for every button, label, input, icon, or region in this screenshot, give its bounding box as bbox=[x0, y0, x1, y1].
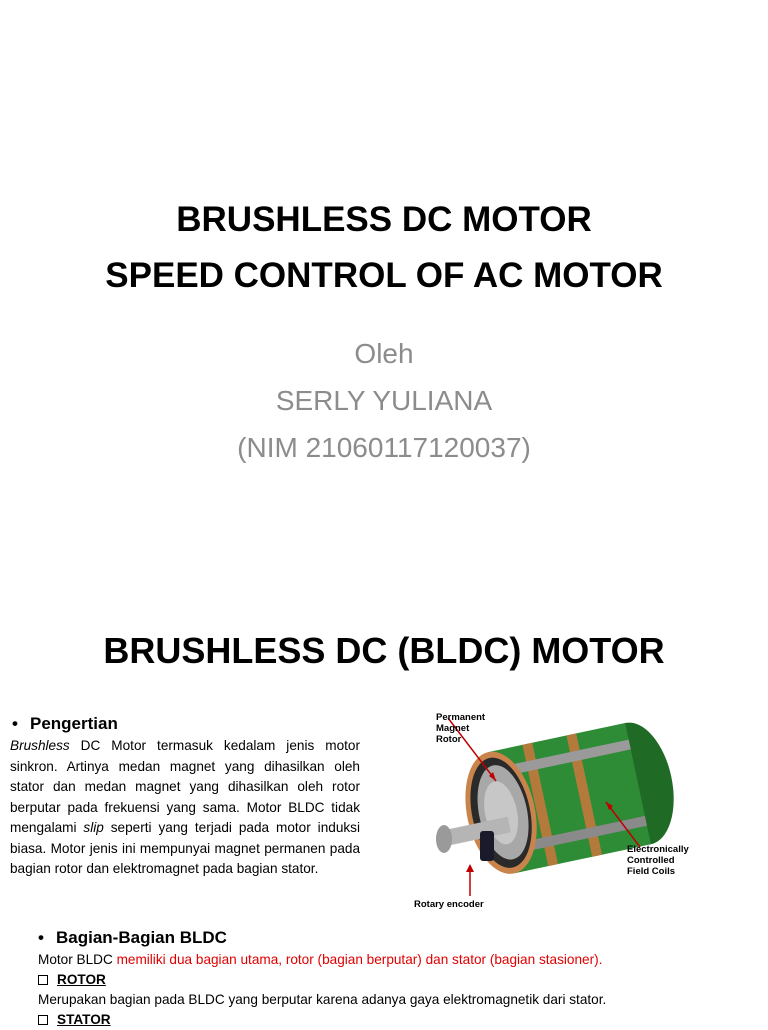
slide-1-subtitle bbox=[0, 330, 768, 471]
bldc-motor-diagram bbox=[408, 706, 708, 921]
label-rotor bbox=[436, 712, 485, 745]
pengertian-heading-text: Pengertian bbox=[30, 714, 118, 733]
label-field-coils bbox=[627, 844, 689, 877]
stator-item bbox=[38, 1010, 758, 1030]
stator-label: STATOR bbox=[57, 1012, 111, 1027]
label-rotor-line-2: Magnet bbox=[436, 723, 470, 734]
bagian-section bbox=[38, 926, 758, 1030]
slide-2-title: BRUSHLESS DC (BLDC) MOTOR bbox=[103, 630, 665, 671]
pengertian-heading bbox=[12, 712, 360, 736]
italic-slip: slip bbox=[83, 820, 104, 835]
rotor-item bbox=[38, 970, 758, 990]
rotor-label: ROTOR bbox=[57, 972, 106, 987]
label-rotary-encoder: Rotary encoder bbox=[414, 899, 484, 910]
checkbox-square-icon bbox=[38, 975, 48, 985]
pengertian-paragraph bbox=[10, 736, 360, 880]
bagian-heading-text: Bagian-Bagian BLDC bbox=[56, 928, 227, 947]
paragraph-text-a: DC Motor termasuk kedalam jenis motor sinkron. Artinya medan magnet yang dihasilkan oleh stator dan medan magnet yang dihasilkan oleh rotor berputar pada frekuensi yang sama. Motor BLDC tidak mengalami bbox=[10, 738, 360, 835]
label-coils-line-1: Electronically bbox=[627, 844, 689, 855]
pengertian-section bbox=[10, 712, 360, 880]
slide-2 bbox=[0, 576, 768, 1027]
bagian-intro-line bbox=[38, 950, 758, 970]
label-coils-line-2: Controlled bbox=[627, 855, 675, 866]
rotor-description: Merupakan bagian pada BLDC yang berputar karena adanya gaya elektromagnetik dari stator. bbox=[38, 992, 607, 1007]
subtitle-nim: (NIM 21060117120037) bbox=[237, 432, 531, 463]
title-line-1: BRUSHLESS DC MOTOR bbox=[176, 200, 592, 239]
subtitle-author: SERLY YULIANA bbox=[275, 385, 493, 416]
label-rotor-line-3: Rotor bbox=[436, 734, 462, 745]
intro-text: Motor BLDC bbox=[38, 952, 117, 967]
subtitle-line-1: Oleh bbox=[354, 338, 414, 369]
intro-highlight: memiliki dua bagian utama, rotor (bagian berputar) dan stator (bagian stasioner). bbox=[116, 952, 603, 967]
paragraph-text-b: seperti yang terjadi pada motor induksi biasa. Motor jenis ini mempunyai magnet permanen pada bagian rotor dan elektromagnet pada bagian stator. bbox=[10, 820, 360, 876]
bullet-icon: • bbox=[38, 928, 44, 947]
label-rotor-line-1: Permanent bbox=[436, 712, 486, 723]
italic-brushless: Brushless bbox=[10, 738, 70, 753]
bagian-heading bbox=[38, 926, 758, 950]
slide-1-title bbox=[0, 192, 768, 304]
title-line-2: SPEED CONTROL OF AC MOTOR bbox=[105, 256, 663, 295]
label-coils-line-3: Field Coils bbox=[627, 866, 676, 877]
bullet-icon: • bbox=[12, 714, 18, 733]
